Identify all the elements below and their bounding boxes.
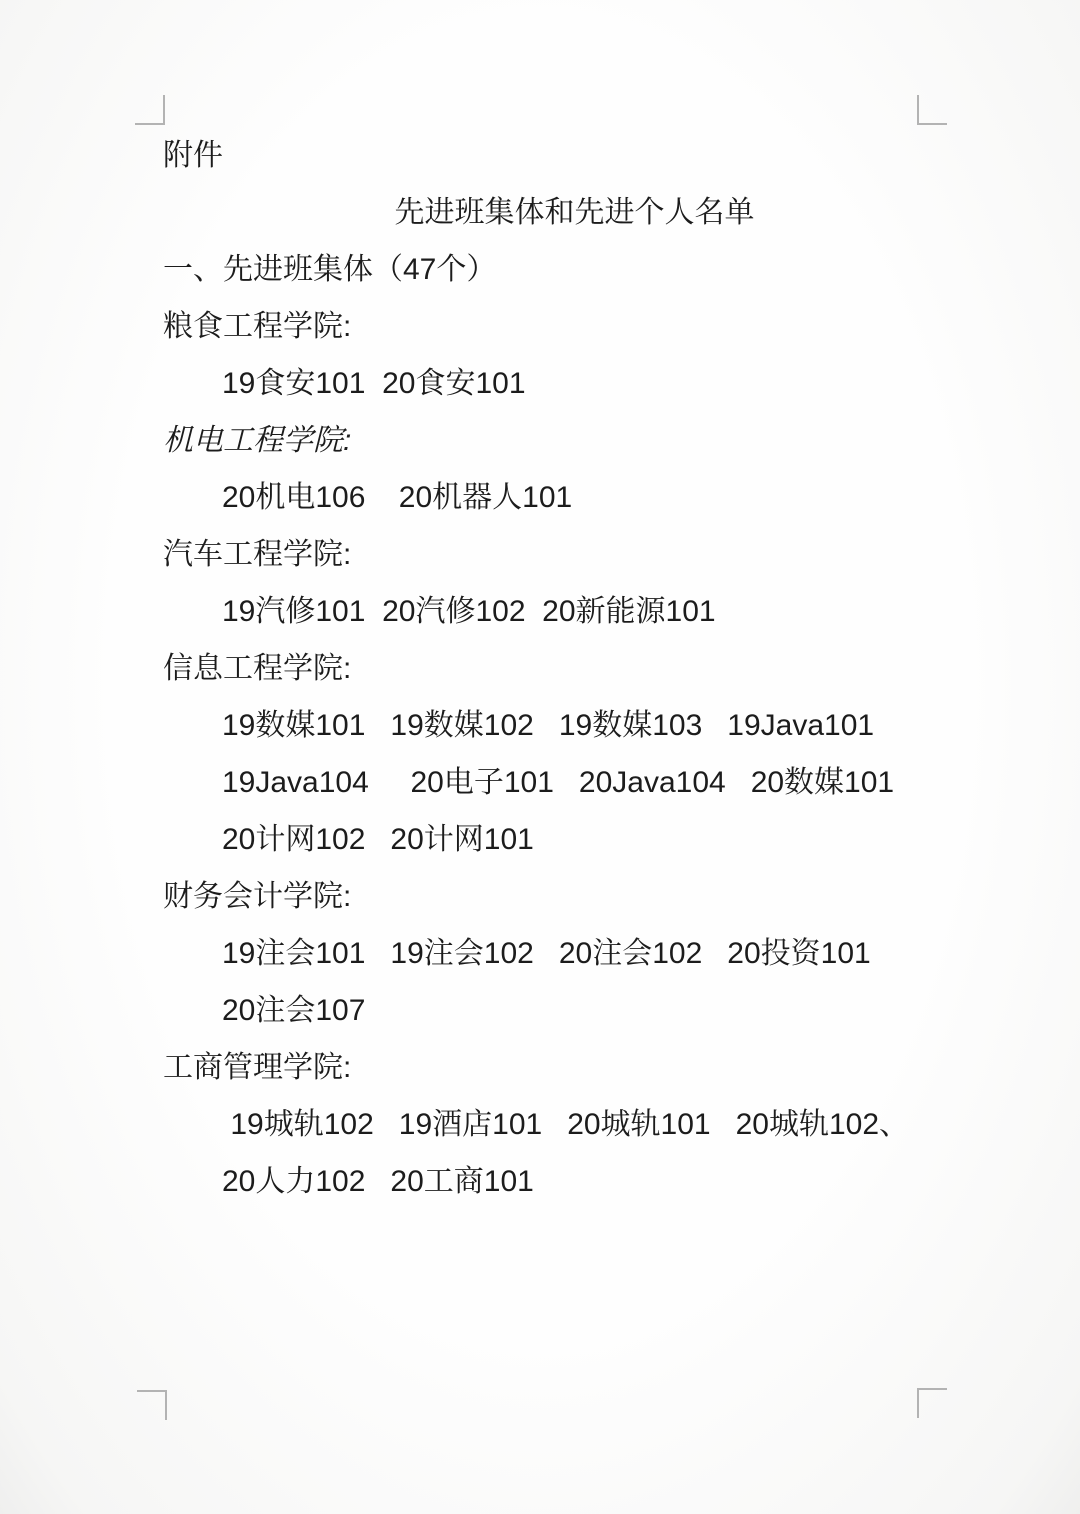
- class-list-line: 19注会101 19注会102 20注会102 20投资101: [222, 937, 871, 970]
- college-name-finance-accounting: 财务会计学院:: [163, 880, 352, 913]
- college-name-business-administration: 工商管理学院:: [163, 1051, 352, 1084]
- class-list-line: 20机电106 20机器人101: [222, 481, 573, 514]
- class-list-line: 19Java104 20电子101 20Java104 20数媒101: [222, 766, 895, 799]
- college-name-automotive-engineering: 汽车工程学院:: [163, 538, 352, 571]
- college-name-grain-engineering: 粮食工程学院:: [163, 310, 352, 343]
- class-list-line: 20注会107: [222, 994, 366, 1027]
- document-title: 先进班集体和先进个人名单: [394, 196, 755, 229]
- class-list-line: 19城轨102 19酒店101 20城轨101 20城轨102、: [222, 1108, 910, 1141]
- page-margin-mark-bottom-right: [917, 1388, 947, 1418]
- class-list-line: 20人力102 20工商101: [222, 1165, 534, 1198]
- page-margin-mark-top-left: [135, 95, 165, 125]
- class-list-line: 20计网102 20计网101: [222, 823, 534, 856]
- college-name-mechatronic-engineering: 机电工程学院:: [163, 424, 352, 457]
- class-list-line: 19汽修101 20汽修102 20新能源101: [222, 595, 716, 628]
- class-list-line: 19数媒101 19数媒102 19数媒103 19Java101: [222, 709, 875, 742]
- college-name-information-engineering: 信息工程学院:: [163, 652, 352, 685]
- class-list-line: 19食安101 20食安101: [222, 367, 526, 400]
- page-margin-mark-bottom-left: [137, 1390, 167, 1420]
- section-heading: 一、先进班集体（47个）: [163, 253, 497, 286]
- attachment-label: 附件: [163, 139, 223, 172]
- page-margin-mark-top-right: [917, 95, 947, 125]
